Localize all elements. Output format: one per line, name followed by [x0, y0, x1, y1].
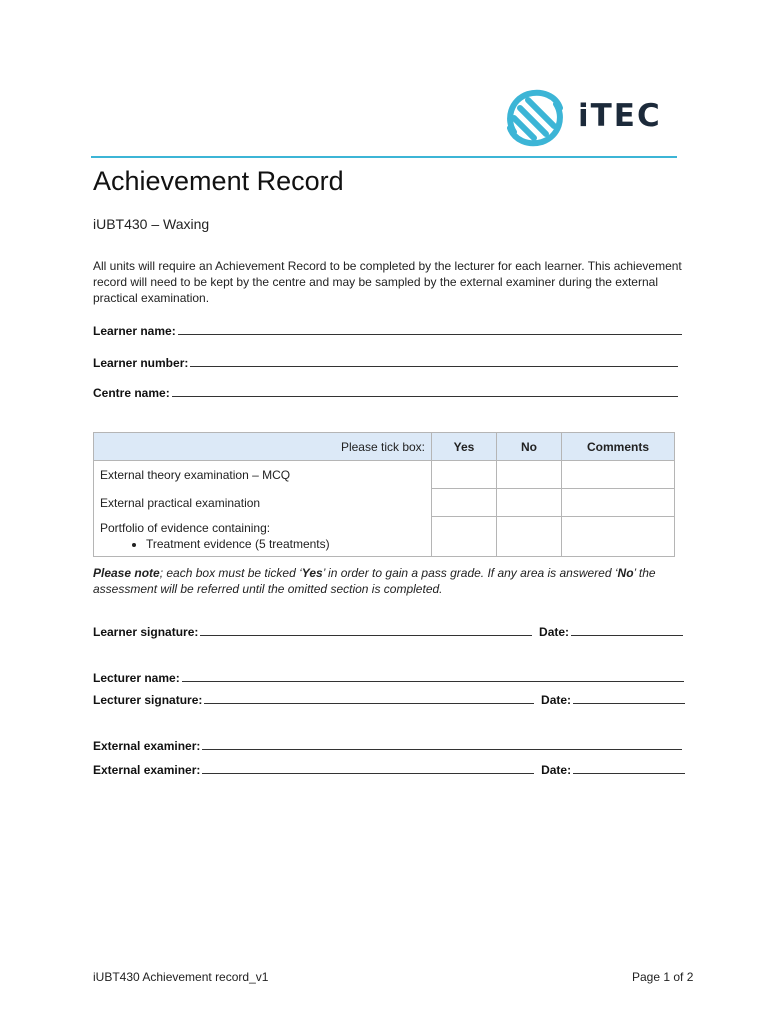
no-tick-box[interactable] — [497, 489, 562, 517]
footer-document-name: iUBT430 Achievement record_v1 — [93, 970, 269, 984]
external-examiner-signature-row — [93, 761, 685, 778]
row-label: Portfolio of evidence containing: — [100, 521, 271, 536]
tick-prompt-header: Please tick box: — [94, 433, 432, 461]
table-row — [94, 461, 675, 489]
row-label-portfolio — [94, 517, 432, 557]
row-label: External practical examination — [94, 489, 432, 517]
logo-wordmark: iTEC — [578, 98, 662, 134]
lecturer-name-field[interactable] — [182, 669, 684, 682]
date-label: Date: — [539, 625, 570, 639]
external-examiner-label: External examiner: — [93, 763, 201, 777]
learner-number-label: Learner number: — [93, 356, 189, 370]
learner-signature-label: Learner signature: — [93, 625, 199, 639]
learner-signature-field[interactable] — [200, 623, 532, 636]
footer-page-number: Page 1 of 2 — [632, 970, 694, 984]
lecturer-name-row — [93, 669, 684, 686]
lecturer-signature-field[interactable] — [204, 691, 534, 704]
learner-signature-row — [93, 623, 683, 640]
comments-cell[interactable] — [562, 489, 675, 517]
no-tick-box[interactable] — [497, 461, 562, 489]
external-examiner-signature-field[interactable] — [202, 761, 534, 774]
yes-tick-box[interactable] — [432, 461, 497, 489]
no-tick-box[interactable] — [497, 517, 562, 557]
tick-box-table — [93, 432, 675, 557]
external-examiner-name-field[interactable] — [202, 737, 682, 750]
table-row — [94, 489, 675, 517]
header-rule — [91, 156, 677, 158]
learner-number-field[interactable] — [190, 354, 678, 367]
centre-name-field[interactable] — [172, 384, 678, 397]
external-examiner-row — [93, 737, 682, 754]
date-label: Date: — [541, 763, 572, 777]
lecturer-date-field[interactable] — [573, 691, 685, 704]
learner-date-field[interactable] — [571, 623, 683, 636]
yes-column-header: Yes — [432, 433, 497, 461]
note-text: ’ the assessment will be referred until the omitted section is completed. — [93, 566, 656, 596]
note-no: No — [617, 566, 634, 580]
centre-name-row — [93, 384, 678, 401]
note-text: ’ in order to gain a pass grade. If any area is answered ‘ — [322, 566, 618, 580]
itec-logo — [502, 86, 678, 150]
comments-column-header: Comments — [562, 433, 675, 461]
learner-name-label: Learner name: — [93, 324, 176, 338]
page-title: Achievement Record — [93, 166, 344, 196]
note-text: ; each box must be ticked ‘ — [159, 566, 302, 580]
unit-subtitle: iUBT430 – Waxing — [93, 216, 210, 232]
date-label: Date: — [541, 693, 572, 707]
comments-cell[interactable] — [562, 461, 675, 489]
pass-grade-note — [93, 565, 693, 597]
globe-swirl-icon — [502, 86, 568, 150]
comments-cell[interactable] — [562, 517, 675, 557]
yes-tick-box[interactable] — [432, 517, 497, 557]
bullet-item: • Treatment evidence (5 treatments) — [146, 536, 425, 552]
external-examiner-label: External examiner: — [93, 739, 201, 753]
learner-name-field[interactable] — [178, 322, 682, 335]
lecturer-signature-label: Lecturer signature: — [93, 693, 203, 707]
learner-name-row — [93, 322, 682, 339]
learner-number-row — [93, 354, 678, 371]
no-column-header: No — [497, 433, 562, 461]
note-yes: Yes — [301, 566, 323, 580]
yes-tick-box[interactable] — [432, 489, 497, 517]
centre-name-label: Centre name: — [93, 386, 170, 400]
external-examiner-date-field[interactable] — [573, 761, 685, 774]
note-lead: Please note — [93, 566, 160, 580]
table-row — [94, 517, 675, 557]
lecturer-name-label: Lecturer name: — [93, 671, 180, 685]
lecturer-signature-row — [93, 691, 685, 708]
intro-paragraph: All units will require an Achievement Record to be completed by the lecturer for each learner. This achievement record will need to be kept by the centre and may be sampled by the external examiner during the external practical examination. — [93, 259, 682, 305]
row-label: External theory examination – MCQ — [94, 461, 432, 489]
